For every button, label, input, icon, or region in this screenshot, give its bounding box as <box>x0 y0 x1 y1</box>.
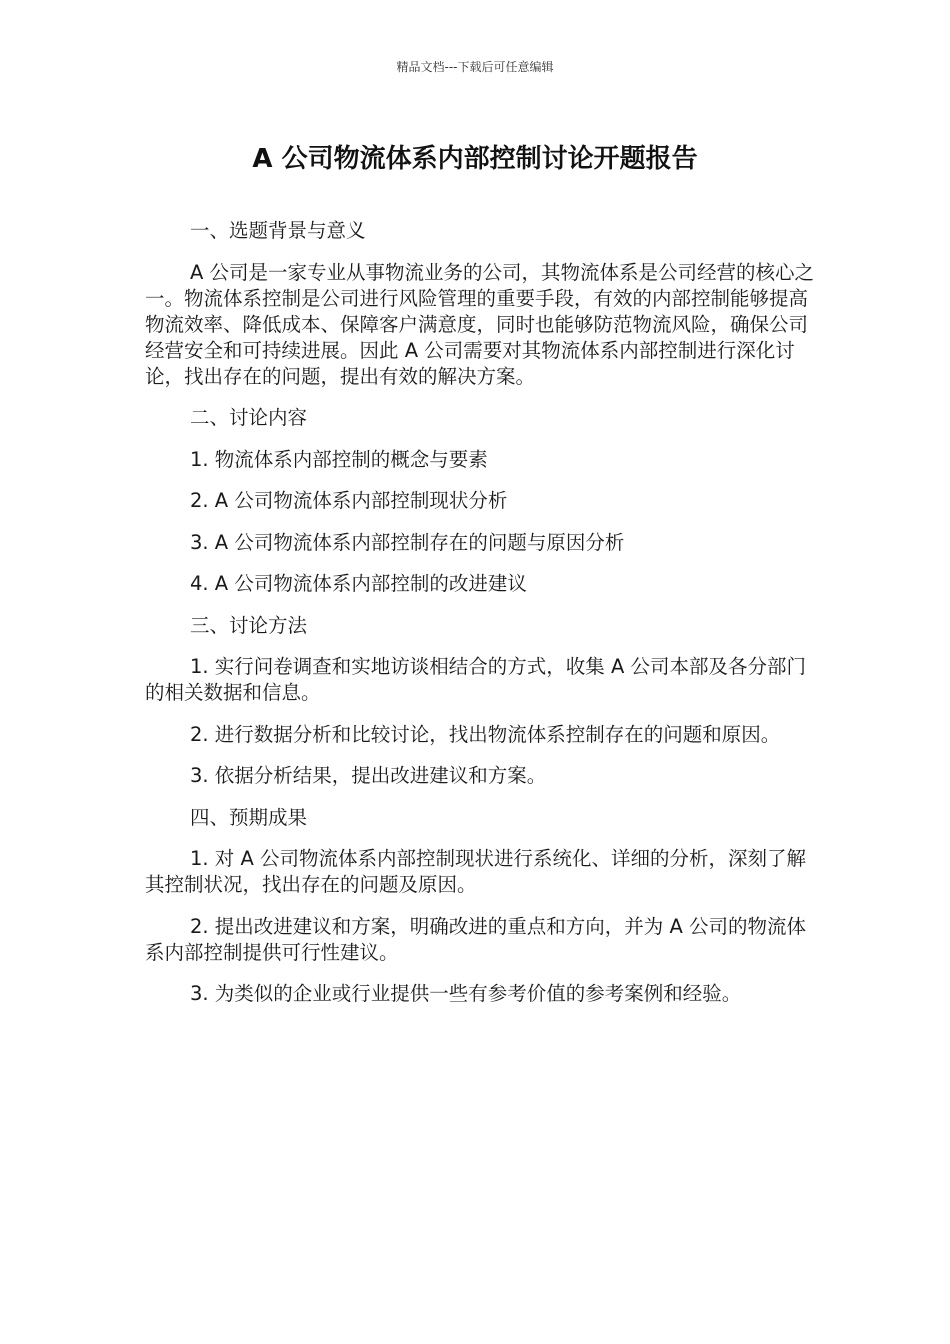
document-body <box>145 218 815 1023</box>
content-item: 3. A 公司物流体系内部控制存在的问题与原因分析 <box>190 530 625 554</box>
outcome-item: 2. 提出改进建议和方案，明确改进的重点和方向，并为 A 公司的物流体系内部控制提供可行性建议。 <box>145 914 807 964</box>
method-item: 2. 进行数据分析和比较讨论，找出物流体系控制存在的问题和原因。 <box>190 722 781 746</box>
section-heading-method: 三、讨论方法 <box>190 613 308 637</box>
outcome-item: 3. 为类似的企业或行业提供一些有参考价值的参考案例和经验。 <box>190 982 742 1005</box>
background-paragraph: A 公司是一家专业从事物流业务的公司，其物流体系是公司经营的核心之一。物流体系控制是公司进行风险管理的重要手段，有效的内部控制能够提高物流效率、降低成本、保障客户满意度，同时也能够防范物流风险，确保公司经营安全和可持续进展。因此 A 公司需要对其物流体系内部控制进行深化讨论，找出存在的问题，提出有效的解决方案。 <box>145 260 815 388</box>
header-note: 精品文档---下载后可任意编辑 <box>396 60 554 74</box>
outcome-item: 1. 对 A 公司物流体系内部控制现状进行系统化、详细的分析，深刻了解其控制状况，找出存在的问题及原因。 <box>145 847 807 896</box>
document-title: A 公司物流体系内部控制讨论开题报告 <box>252 144 698 174</box>
section-heading-background: 一、选题背景与意义 <box>190 219 366 242</box>
section-heading-content: 二、讨论内容 <box>190 406 308 429</box>
section-heading-outcomes: 四、预期成果 <box>190 805 308 829</box>
content-item: 4. A 公司物流体系内部控制的改进建议 <box>190 572 527 595</box>
method-item: 3. 依据分析结果，提出改进建议和方案。 <box>190 764 547 787</box>
content-item: 2. A 公司物流体系内部控制现状分析 <box>190 489 508 512</box>
content-item: 1. 物流体系内部控制的概念与要素 <box>190 447 488 471</box>
method-item: 1. 实行问卷调查和实地访谈相结合的方式，收集 A 公司本部及各分部门的相关数据和信息。 <box>145 655 807 704</box>
